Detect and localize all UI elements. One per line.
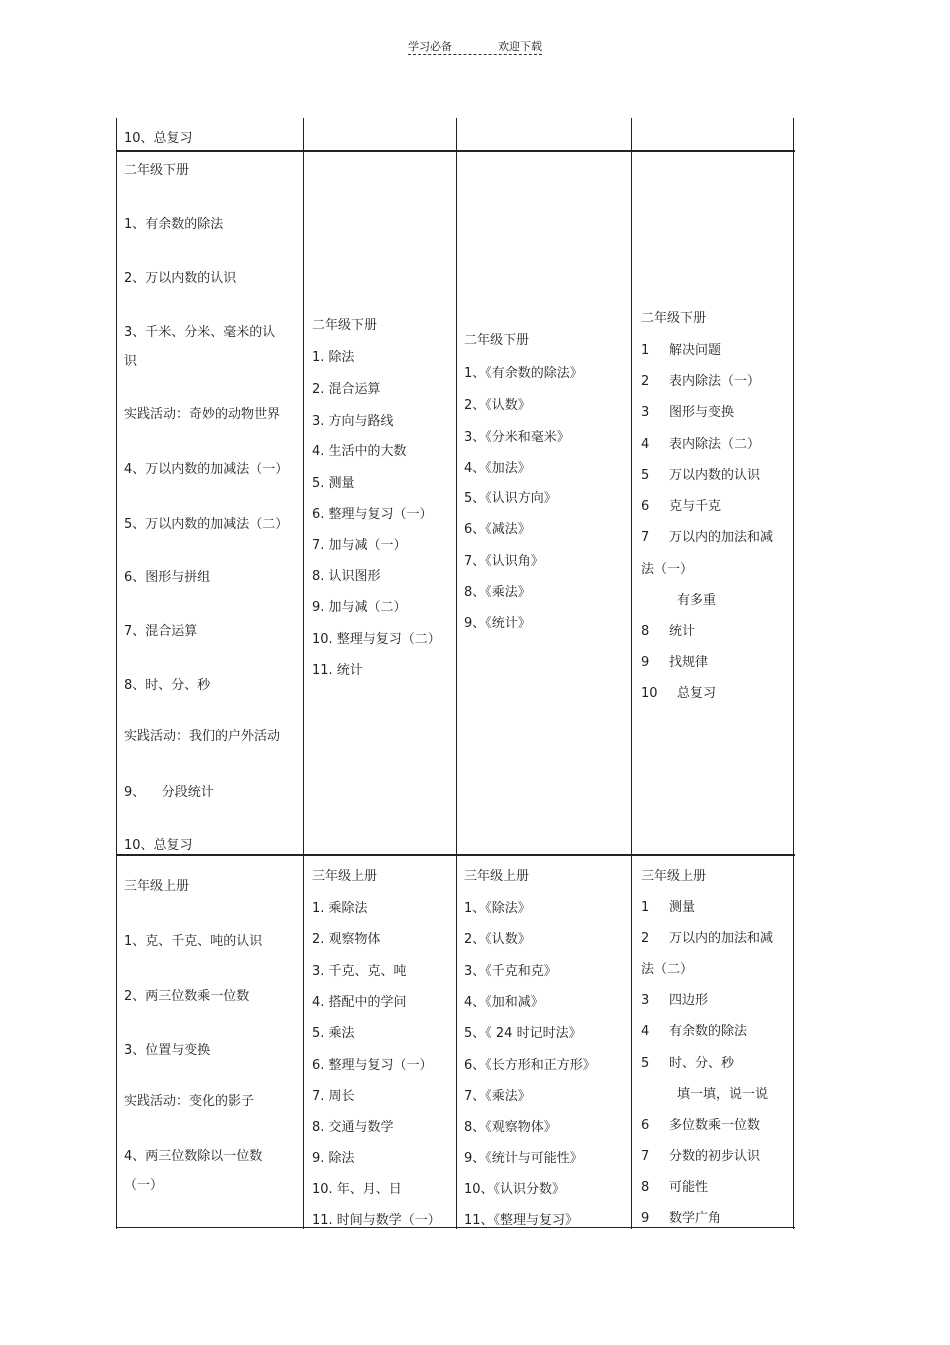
list-item: 10、总复习	[124, 838, 193, 853]
list-item: 3、《分米和毫米》	[464, 430, 570, 445]
cell-title: 二年级下册	[312, 318, 378, 333]
table-border-bottom	[116, 1227, 795, 1228]
cell-title: 三年级上册	[312, 869, 378, 884]
list-item: 9. 加与减（二）	[312, 600, 407, 615]
list-item: 5. 乘法	[312, 1026, 355, 1041]
header-dashed-rule	[408, 54, 542, 55]
list-item-number: 6	[641, 499, 650, 514]
list-item: 8、《观察物体》	[464, 1120, 557, 1135]
table-column-divider	[631, 118, 632, 1229]
list-item: 3. 千克、克、吨	[312, 964, 407, 979]
list-item: 9. 除法	[312, 1151, 355, 1166]
list-item: 6、《减法》	[464, 522, 531, 537]
cell-title: 二年级下册	[464, 333, 530, 348]
list-item: 填一填，说一说	[677, 1087, 769, 1102]
list-item: 测量	[669, 900, 696, 915]
list-item: 1、《有余数的除法》	[464, 366, 583, 381]
list-item: 4、两三位数除以一位数	[124, 1149, 263, 1164]
table-border-right	[793, 118, 794, 1229]
list-item: 实践活动：我们的户外活动	[124, 729, 281, 744]
list-item-number: 2	[641, 931, 650, 946]
list-item: 9、 分段统计	[124, 785, 214, 800]
list-item: 有余数的除法	[669, 1024, 748, 1039]
list-item: 4、《加和减》	[464, 995, 544, 1010]
header-right-text: 欢迎下载	[498, 40, 542, 53]
list-item: 4. 生活中的大数	[312, 444, 407, 459]
list-item: 9、《统计与可能性》	[464, 1151, 583, 1166]
list-item-number: 7	[641, 1149, 650, 1164]
list-item: 10、《认识分数》	[464, 1182, 566, 1197]
list-item-number: 8	[641, 1180, 650, 1195]
list-item: 9、《统计》	[464, 616, 531, 631]
cell-title: 三年级上册	[464, 869, 530, 884]
list-item: 2、两三位数乘一位数	[124, 989, 250, 1004]
list-item: 8、《乘法》	[464, 585, 531, 600]
table-border-left	[116, 118, 117, 1229]
list-item: 万以内数的认识	[669, 468, 761, 483]
list-item: 5、《 24 时记时法》	[464, 1026, 582, 1041]
list-item: 统计	[669, 624, 696, 639]
list-item: 法（二）	[641, 962, 694, 977]
list-item: 3、位置与变换	[124, 1043, 211, 1058]
list-item: 7、《认识角》	[464, 554, 544, 569]
list-item-number: 2	[641, 374, 650, 389]
list-item-number: 3	[641, 405, 650, 420]
list-item: 6、图形与拼组	[124, 570, 211, 585]
list-item: 万以内的加法和减	[669, 931, 774, 946]
list-item: 6. 整理与复习（一）	[312, 1058, 433, 1073]
list-item: 1. 除法	[312, 350, 355, 365]
list-item: 实践活动：奇妙的动物世界	[124, 407, 281, 422]
table-row-divider	[116, 854, 795, 856]
list-item-number: 3	[641, 993, 650, 1008]
list-item-number: 10	[641, 686, 658, 701]
list-item: 7. 加与减（一）	[312, 538, 407, 553]
table-column-divider	[456, 118, 457, 1229]
list-item: 4. 搭配中的学问	[312, 995, 407, 1010]
table-cell-text: 10、总复习	[124, 131, 193, 146]
list-item: 解决问题	[669, 343, 722, 358]
list-item-number: 9	[641, 655, 650, 670]
cell-title: 二年级下册	[641, 311, 707, 326]
list-item: 4、《加法》	[464, 461, 531, 476]
list-item: 数学广角	[669, 1211, 722, 1226]
list-item: 3、千米、分米、毫米的认	[124, 325, 276, 340]
list-item: 4、万以内数的加减法（一）	[124, 462, 289, 477]
list-item: 10. 整理与复习（二）	[312, 632, 441, 647]
list-item: 表内除法（一）	[669, 374, 761, 389]
list-item: 找规律	[669, 655, 709, 670]
list-item: 时、分、秒	[669, 1056, 735, 1071]
list-item: 图形与变换	[669, 405, 735, 420]
list-item: 11. 时间与数学（一）	[312, 1213, 441, 1228]
list-item: 1、克、千克、吨的认识	[124, 934, 263, 949]
list-item: 3、《千克和克》	[464, 964, 557, 979]
list-item: 总复习	[677, 686, 717, 701]
list-item: 11、《整理与复习》	[464, 1213, 579, 1228]
list-item: 10. 年、月、日	[312, 1182, 402, 1197]
list-item: 表内除法（二）	[669, 437, 761, 452]
cell-title: 二年级下册	[124, 163, 190, 178]
list-item: 6. 整理与复习（一）	[312, 507, 433, 522]
list-item: 5、《认识方向》	[464, 491, 557, 506]
list-item-number: 1	[641, 343, 650, 358]
list-item: 7、混合运算	[124, 624, 198, 639]
list-item-number: 9	[641, 1211, 650, 1226]
list-item: 1. 乘除法	[312, 901, 368, 916]
list-item: 分数的初步认识	[669, 1149, 761, 1164]
table-row-divider	[116, 150, 795, 152]
list-item: 2. 观察物体	[312, 932, 381, 947]
list-item: 2、《认数》	[464, 398, 531, 413]
list-item: 可能性	[669, 1180, 709, 1195]
list-item: 实践活动：变化的影子	[124, 1094, 255, 1109]
list-item: 7. 周长	[312, 1089, 355, 1104]
list-item: （一）	[124, 1178, 164, 1193]
list-item: 2. 混合运算	[312, 382, 381, 397]
list-item: 1、有余数的除法	[124, 217, 224, 232]
list-item-number: 6	[641, 1118, 650, 1133]
list-item: 1、《除法》	[464, 901, 531, 916]
list-item-number: 7	[641, 530, 650, 545]
list-item: 2、《认数》	[464, 932, 531, 947]
list-item: 8. 交通与数学	[312, 1120, 394, 1135]
list-item: 6、《长方形和正方形》	[464, 1058, 596, 1073]
list-item: 11. 统计	[312, 663, 363, 678]
list-item: 7、《乘法》	[464, 1089, 531, 1104]
cell-title: 三年级上册	[641, 869, 707, 884]
cell-title: 三年级上册	[124, 879, 190, 894]
list-item: 四边形	[669, 993, 709, 1008]
list-item: 8、时、分、秒	[124, 678, 211, 693]
list-item: 5、万以内数的加减法（二）	[124, 517, 289, 532]
list-item-number: 5	[641, 468, 650, 483]
table-column-divider	[303, 118, 304, 1229]
list-item: 克与千克	[669, 499, 722, 514]
list-item: 2、万以内数的认识	[124, 271, 237, 286]
list-item-number: 4	[641, 1024, 650, 1039]
list-item: 万以内的加法和减	[669, 530, 774, 545]
list-item: 有多重	[677, 593, 717, 608]
list-item-number: 1	[641, 900, 650, 915]
list-item: 8. 认识图形	[312, 569, 381, 584]
list-item-number: 5	[641, 1056, 650, 1071]
list-item: 识	[124, 354, 138, 369]
header-left-text: 学习必备	[408, 40, 452, 53]
list-item: 法（一）	[641, 562, 694, 577]
list-item-number: 4	[641, 437, 650, 452]
list-item: 多位数乘一位数	[669, 1118, 761, 1133]
list-item: 3. 方向与路线	[312, 414, 394, 429]
list-item-number: 8	[641, 624, 650, 639]
list-item: 5. 测量	[312, 476, 355, 491]
